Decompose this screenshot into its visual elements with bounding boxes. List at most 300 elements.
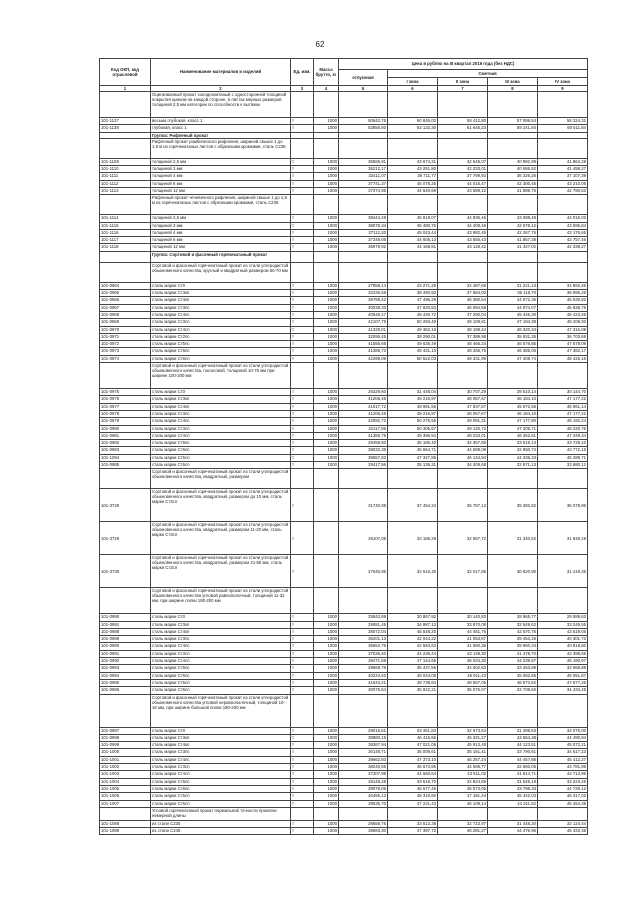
zone-price-cell: 48 220,76 xyxy=(538,425,588,432)
zone-price-cell: 46 423,46 xyxy=(538,311,588,318)
name-cell: сталь марки Ст4пс xyxy=(151,756,291,763)
table-row xyxy=(100,447,588,454)
name-cell: толщиной 3 мм xyxy=(151,166,291,173)
code-cell: 101-1004 xyxy=(100,778,151,785)
table-row xyxy=(100,742,588,749)
zone-price-cell: 49 431,10 xyxy=(388,348,438,355)
empty-cell xyxy=(388,588,438,614)
zone-price-cell: 33 461,83 xyxy=(388,727,438,734)
zone-price-cell: 45 433,38 xyxy=(538,828,588,835)
empty-cell xyxy=(339,469,388,489)
zone-price-cell: 33 018,13 xyxy=(488,440,538,447)
mass-cell: 1000 xyxy=(314,785,339,792)
zone-price-cell: 44 605,13 xyxy=(388,237,438,244)
empty-cell xyxy=(314,588,339,614)
zone-price-cell: 47 181,44 xyxy=(438,793,488,800)
zone-price-cell: 49 396,54 xyxy=(388,432,438,439)
unit-cell: т xyxy=(291,820,314,827)
name-cell: Сортовой и фасонный горячекатаный прокат из стали углеродистой обыкновенного качества, квадратный, размером 11-20 мм, сталь марки Ст3сп xyxy=(151,522,291,555)
mass-cell: 1000 xyxy=(314,297,339,304)
name-cell: сталь марки Ст0 xyxy=(151,727,291,734)
mass-cell: 1000 xyxy=(314,118,339,125)
empty-cell xyxy=(438,588,488,614)
mass-cell: 1000 xyxy=(314,237,339,244)
empty-cell xyxy=(291,195,314,215)
zone-price-cell: 47 397,72 xyxy=(388,828,438,835)
name-cell: сталь марки Ст3сп xyxy=(151,425,291,432)
zone-price-cell: 47 347,86 xyxy=(388,454,438,461)
code-cell: 101-0996 xyxy=(100,687,151,694)
name-cell: сталь марки Ст0 xyxy=(151,282,291,289)
unit-cell: т xyxy=(291,118,314,125)
release-price-cell: 35652,76 xyxy=(339,643,388,650)
zone-price-cell: 35 136,31 xyxy=(388,461,438,468)
mass-cell: 1000 xyxy=(314,679,339,686)
unit-cell: т xyxy=(291,418,314,425)
empty-cell xyxy=(438,363,488,389)
empty-cell xyxy=(291,588,314,614)
zone-price-cell: 37 389,98 xyxy=(438,333,488,340)
zone-price-cell: 30 820,90 xyxy=(488,555,538,588)
table-row xyxy=(100,355,588,362)
table-row xyxy=(100,614,588,621)
name-cell: сталь марки Ст0 xyxy=(151,389,291,396)
zone-price-cell: 32 557,72 xyxy=(438,522,488,555)
zone-price-cell: 41 864,28 xyxy=(538,158,588,165)
zone-price-cell: 45 043,44 xyxy=(388,229,438,236)
unit-cell: т xyxy=(291,326,314,333)
zone-price-cell: 45 190,97 xyxy=(538,658,588,665)
release-price-cell: 38444,48 xyxy=(339,215,388,222)
zone-price-cell: 37 584,00 xyxy=(438,290,488,297)
code-cell xyxy=(100,469,151,489)
zone-price-cell: 50 305,67 xyxy=(388,425,438,432)
empty-cell xyxy=(291,694,314,727)
description-row xyxy=(100,588,588,614)
zone-price-cell: 42 678,12 xyxy=(488,222,538,229)
release-price-cell: 36565,91 xyxy=(339,158,388,165)
empty-cell xyxy=(314,195,339,215)
zone-price-cell: 45 289,71 xyxy=(538,454,588,461)
code-cell: 101-1111 xyxy=(100,173,151,180)
zone-price-cell: 41 447,02 xyxy=(488,244,538,251)
release-price-cell: 36979,92 xyxy=(339,244,388,251)
mass-cell: 1000 xyxy=(314,410,339,417)
zone-price-cell: 42 583,63 xyxy=(388,643,438,650)
release-price-cell: 42117,95 xyxy=(339,425,388,432)
zone-price-cell: 35 922,21 xyxy=(388,687,438,694)
release-price-cell: 37307,98 xyxy=(339,771,388,778)
zone-price-cell: 49 091,31 xyxy=(438,418,488,425)
unit-cell: т xyxy=(291,636,314,643)
zone-price-cell: 48 208,93 xyxy=(538,319,588,326)
empty-cell xyxy=(339,807,388,820)
table-row xyxy=(100,389,588,396)
zone-price-cell: 57 099,54 xyxy=(488,118,538,125)
name-cell: сталь марки Ст5пс xyxy=(151,665,291,672)
zone-price-cell: 41 857,38 xyxy=(488,237,538,244)
zone-price-cell: 45 913,48 xyxy=(438,742,488,749)
name-cell: толщиной 2,5 мм xyxy=(151,158,291,165)
zone-price-cell: 49 120,72 xyxy=(438,425,488,432)
mass-cell: 1000 xyxy=(314,290,339,297)
zone-price-cell: 44 572,36 xyxy=(488,297,538,304)
zone-price-cell: 37 454,34 xyxy=(388,489,438,522)
table-row xyxy=(100,304,588,311)
zone-price-cell: 47 373,10 xyxy=(388,756,438,763)
zone-price-cell: 33 186,29 xyxy=(388,522,438,555)
release-price-cell: 32095,45 xyxy=(339,333,388,340)
zone-price-cell: 32 487,68 xyxy=(438,282,488,289)
zone-price-cell: 46 576,85 xyxy=(488,341,538,348)
header-zone-1: I зона xyxy=(388,78,438,86)
unit-cell: т xyxy=(291,237,314,244)
header-code: Код ОКП, код отраслевой xyxy=(100,59,151,86)
code-cell: 101-3729 xyxy=(100,522,151,555)
code-cell: 101-1118 xyxy=(100,244,151,251)
zone-price-cell: 43 589,12 xyxy=(438,187,488,194)
release-price-cell: 28107,05 xyxy=(339,522,388,555)
unit-cell: т xyxy=(291,742,314,749)
name-cell: сталь марки Ст4сп xyxy=(151,432,291,439)
zone-price-cell: 48 057,67 xyxy=(438,396,488,403)
mass-cell: 1000 xyxy=(314,672,339,679)
zone-price-cell: 59 412,80 xyxy=(438,118,488,125)
unit-cell: т xyxy=(291,297,314,304)
name-cell: сталь марки Ст3сп xyxy=(151,319,291,326)
name-cell: сталь марки Ст6пс xyxy=(151,672,291,679)
empty-cell xyxy=(488,694,538,727)
mass-cell: 1000 xyxy=(314,454,339,461)
zone-price-cell: 47 177,22 xyxy=(538,410,588,417)
code-cell: 101-1003 xyxy=(100,771,151,778)
release-price-cell: 39788,42 xyxy=(339,297,388,304)
unit-cell: т xyxy=(291,614,314,621)
zone-price-cell: 34 517,23 xyxy=(538,749,588,756)
table-row xyxy=(100,118,588,125)
zone-price-cell: 44 739,12 xyxy=(538,785,588,792)
zone-price-cell: 49 738,84 xyxy=(388,679,438,686)
zone-price-cell: 33 249,55 xyxy=(538,621,588,628)
empty-cell xyxy=(438,469,488,489)
section-description: Оцинкованный прокат холоднокатаный с односторонней толщиной покрытия цинком на каждой стороне, в листах мерных размеров толщиной 2,5 мм категории по способности к вытяжке xyxy=(151,92,291,118)
code-cell: 101-0967 xyxy=(100,304,151,311)
zone-price-cell: 47 177,22 xyxy=(538,396,588,403)
price-table-sheet xyxy=(99,58,587,835)
unit-cell: т xyxy=(291,432,314,439)
mass-cell: 1000 xyxy=(314,166,339,173)
zone-price-cell: 44 235,44 xyxy=(388,650,438,657)
code-cell xyxy=(100,262,151,282)
table-row xyxy=(100,237,588,244)
zone-price-cell: 48 319,60 xyxy=(388,793,438,800)
empty-cell xyxy=(488,363,538,389)
mass-cell xyxy=(314,522,339,555)
release-price-cell: 38078,34 xyxy=(339,222,388,229)
name-cell: сталь марки Ст4кп xyxy=(151,297,291,304)
table-row xyxy=(100,282,588,289)
name-cell: весьма глубокая, класс 1 xyxy=(151,118,291,125)
empty-cell xyxy=(538,807,588,820)
description-row xyxy=(100,138,588,158)
mass-cell: 1000 xyxy=(314,742,339,749)
zone-price-cell: 44 836,46 xyxy=(438,215,488,222)
index-cell: 9 xyxy=(538,86,588,92)
zone-price-cell: 36 703,69 xyxy=(538,333,588,340)
empty-cell xyxy=(388,694,438,727)
zone-price-cell: 47 408,74 xyxy=(488,355,538,362)
zone-price-cell: 29 510,14 xyxy=(488,389,538,396)
code-cell: 101-0966 xyxy=(100,297,151,304)
unit-cell: т xyxy=(291,679,314,686)
zone-price-cell: 49 108,81 xyxy=(438,319,488,326)
code-cell: 101-0990 xyxy=(100,614,151,621)
section-description: Сортовой и фасонный горячекатаный прокат из стали углеродистой обыкновенного качества, круглый и квадратный размером 50-70 мм xyxy=(151,262,291,282)
zone-price-cell: 44 457,86 xyxy=(488,756,538,763)
index-cell: 7 xyxy=(438,86,488,92)
release-price-cell: 29459,50 xyxy=(339,440,388,447)
table-row xyxy=(100,333,588,340)
unit-cell: т xyxy=(291,628,314,635)
zone-price-cell: 46 317,03 xyxy=(538,793,588,800)
name-cell: сталь марки Ст4кп xyxy=(151,628,291,635)
release-price-cell: 37741,37 xyxy=(339,180,388,187)
table-row xyxy=(100,418,588,425)
zone-price-cell: 31 340,62 xyxy=(488,522,538,555)
unit-cell: т xyxy=(291,764,314,771)
name-cell: сталь марки Ст4кп xyxy=(151,742,291,749)
zone-price-cell: 44 015,03 xyxy=(538,215,588,222)
code-cell xyxy=(100,694,151,727)
table-row xyxy=(100,636,588,643)
zone-price-cell: 45 573,06 xyxy=(438,785,488,792)
name-cell: сталь марки Ст4сп xyxy=(151,771,291,778)
unit-cell: т xyxy=(291,410,314,417)
zone-price-cell: 46 961,14 xyxy=(538,403,588,410)
zone-price-cell: 42 398,58 xyxy=(538,650,588,657)
release-price-cell: 50642,76 xyxy=(339,118,388,125)
release-price-cell: 28145,28 xyxy=(339,778,388,785)
unit-cell: т xyxy=(291,229,314,236)
unit-cell: т xyxy=(291,687,314,694)
empty-cell xyxy=(314,262,339,282)
release-price-cell: 31740,99 xyxy=(339,489,388,522)
mass-cell: 1000 xyxy=(314,756,339,763)
section-description: Рифленый прокат чечевичного рифления, шириной свыше 1 до 1,9 м из горячекатаных листов с обрезными кромками, сталь С235 xyxy=(151,195,291,215)
zone-price-cell: 41 053,67 xyxy=(438,636,488,643)
mass-cell: 1000 xyxy=(314,304,339,311)
release-price-cell: 40038,33 xyxy=(339,304,388,311)
code-cell: 101-1110 xyxy=(100,166,151,173)
name-cell: толщиной 4 мм xyxy=(151,229,291,236)
unit-cell: т xyxy=(291,125,314,132)
zone-price-cell: 43 176,65 xyxy=(538,229,588,236)
zone-price-cell: 33 708,60 xyxy=(488,687,538,694)
zone-price-cell: 42 300,45 xyxy=(488,180,538,187)
table-row xyxy=(100,311,588,318)
empty-cell xyxy=(291,251,314,262)
empty-cell xyxy=(438,694,488,727)
name-cell: сталь марки Ст3кп xyxy=(151,621,291,628)
name-cell: сталь марки Ст4кп xyxy=(151,403,291,410)
table-row xyxy=(100,658,588,665)
table-row xyxy=(100,672,588,679)
name-cell: из стали С245 xyxy=(151,828,291,835)
zone-price-cell: 42 233,01 xyxy=(438,166,488,173)
zone-price-cell: 63 132,30 xyxy=(388,125,438,132)
empty-cell xyxy=(291,138,314,158)
release-price-cell: 27640,95 xyxy=(339,555,388,588)
zone-price-cell: 43 554,38 xyxy=(488,734,538,741)
table-row xyxy=(100,180,588,187)
table-row xyxy=(100,244,588,251)
zone-price-cell: 46 034,30 xyxy=(438,658,488,665)
empty-cell xyxy=(339,262,388,282)
unit-cell: т xyxy=(291,672,314,679)
empty-cell xyxy=(488,251,538,262)
zone-price-cell: 47 382,17 xyxy=(538,348,588,355)
zone-price-cell: 46 385,06 xyxy=(488,348,538,355)
empty-cell xyxy=(538,195,588,215)
empty-cell xyxy=(388,195,438,215)
release-price-cell: 41356,79 xyxy=(339,432,388,439)
name-cell: сталь марки Ст3кп xyxy=(151,396,291,403)
zone-price-cell: 32 971,13 xyxy=(488,461,538,468)
zone-price-cell: 31 221,13 xyxy=(488,282,538,289)
unit-cell: т xyxy=(291,244,314,251)
table-row xyxy=(100,454,588,461)
code-cell: 101-1109 xyxy=(100,158,151,165)
name-cell: сталь марки Ст3пс xyxy=(151,636,291,643)
table-row xyxy=(100,679,588,686)
index-cell: 3 xyxy=(291,86,314,92)
unit-cell: т xyxy=(291,396,314,403)
unit-cell: т xyxy=(291,643,314,650)
zone-price-cell: 43 982,45 xyxy=(438,229,488,236)
release-price-cell: 40223,62 xyxy=(339,672,388,679)
header-release: отпускная xyxy=(339,70,388,86)
mass-cell: 1000 xyxy=(314,180,339,187)
code-cell xyxy=(100,807,151,820)
mass-cell: 1000 xyxy=(314,658,339,665)
table-row xyxy=(100,734,588,741)
mass-cell: 1000 xyxy=(314,396,339,403)
mass-cell: 1000 xyxy=(314,333,339,340)
table-row xyxy=(100,341,588,348)
zone-price-cell: 45 446,30 xyxy=(488,311,538,318)
code-cell: 101-0976 xyxy=(100,396,151,403)
section-description: Сортовой и фасонный горячекатаный прокат из стали углеродистой обыкновенного качества, квадратный, размером xyxy=(151,469,291,489)
zone-price-cell: 34 308,68 xyxy=(438,461,488,468)
code-cell: 101-1000 xyxy=(100,749,151,756)
index-cell: 5 xyxy=(339,86,388,92)
zone-price-cell: 32 824,86 xyxy=(438,778,488,785)
zone-price-cell: 45 321,27 xyxy=(438,734,488,741)
code-cell xyxy=(100,92,151,118)
code-cell: 101-0991 xyxy=(100,650,151,657)
release-price-cell: 39535,70 xyxy=(339,800,388,807)
unit-cell: т xyxy=(291,555,314,588)
unit-cell: т xyxy=(291,800,314,807)
unit-cell: т xyxy=(291,282,314,289)
release-price-cell: 39471,58 xyxy=(339,658,388,665)
zone-price-cell: 44 336,33 xyxy=(488,454,538,461)
zone-price-cell: 47 194,38 xyxy=(488,319,538,326)
zone-price-cell: 48 057,67 xyxy=(438,410,488,417)
mass-cell: 1000 xyxy=(314,282,339,289)
zone-price-cell: 31 448,20 xyxy=(488,820,538,827)
empty-cell xyxy=(314,363,339,389)
zone-price-cell: 45 548,20 xyxy=(388,628,438,635)
zone-price-cell: 46 694,58 xyxy=(438,304,488,311)
mass-cell: 1000 xyxy=(314,621,339,628)
zone-price-cell: 48 567,05 xyxy=(438,679,488,686)
zone-price-cell: 60 511,84 xyxy=(538,125,588,132)
name-cell: Сортовой и фасонный горячекатаный прокат из стали углеродистой обыкновенного качества, квадратный, размером до 10 мм, сталь марки Ст3сп xyxy=(151,489,291,522)
empty-cell xyxy=(438,92,488,118)
zone-price-cell: 36 079,96 xyxy=(538,489,588,522)
zone-price-cell: 35 161,41 xyxy=(438,749,488,756)
header-name: Наименование материалов и изделий xyxy=(151,59,291,86)
zone-price-cell: 60 846,02 xyxy=(388,118,438,125)
zone-price-cell: 46 281,27 xyxy=(438,828,488,835)
section-description: Сортовой и фасонный горячекатаный прокат из стали углеродистой обыкновенного качества угловой неравнополочный, толщиной 10-16 мм, при ширине большой полки 180-200 мм xyxy=(151,694,291,727)
empty-cell xyxy=(339,92,388,118)
release-price-cell: 39662,83 xyxy=(339,756,388,763)
mass-cell xyxy=(314,555,339,588)
name-cell: сталь марки Ст6сп xyxy=(151,355,291,362)
zone-price-cell: 46 134,94 xyxy=(438,454,488,461)
description-row xyxy=(100,807,588,820)
table-row xyxy=(100,290,588,297)
unit-cell: т xyxy=(291,447,314,454)
mass-cell: 1000 xyxy=(314,425,339,432)
name-cell: сталь марки Ст6сп xyxy=(151,461,291,468)
name-cell: сталь марки Ст3кп xyxy=(151,734,291,741)
empty-cell xyxy=(339,588,388,614)
table-row xyxy=(100,222,588,229)
empty-cell xyxy=(388,363,438,389)
unit-cell: т xyxy=(291,828,314,835)
zone-price-cell: 31 419,35 xyxy=(538,555,588,588)
empty-cell xyxy=(314,469,339,489)
code-cell: 101-0969 xyxy=(100,319,151,326)
unit-cell: т xyxy=(291,749,314,756)
code-cell: 101-1137 xyxy=(100,118,151,125)
zone-price-cell: 47 221,43 xyxy=(388,800,438,807)
zone-price-cell: 43 128,42 xyxy=(438,244,488,251)
empty-cell xyxy=(538,694,588,727)
zone-price-cell: 42 790,53 xyxy=(538,187,588,194)
empty-cell xyxy=(488,262,538,282)
table-row xyxy=(100,348,588,355)
table-row xyxy=(100,687,588,694)
code-cell: 101-1089 xyxy=(100,828,151,835)
description-row xyxy=(100,363,588,389)
unit-cell: т xyxy=(291,461,314,468)
table-row xyxy=(100,410,588,417)
mass-cell: 1000 xyxy=(314,348,339,355)
unit-cell: т xyxy=(291,778,314,785)
zone-price-cell: 41 889,76 xyxy=(488,187,538,194)
name-cell: из стали С235 xyxy=(151,820,291,827)
zone-price-cell: 33 680,12 xyxy=(538,461,588,468)
release-price-cell: 29669,76 xyxy=(339,665,388,672)
zone-price-cell: 49 362,16 xyxy=(388,326,438,333)
zone-price-cell: 33 253,89 xyxy=(488,665,538,672)
table-row xyxy=(100,828,588,835)
zone-price-cell: 50 275,56 xyxy=(388,418,438,425)
